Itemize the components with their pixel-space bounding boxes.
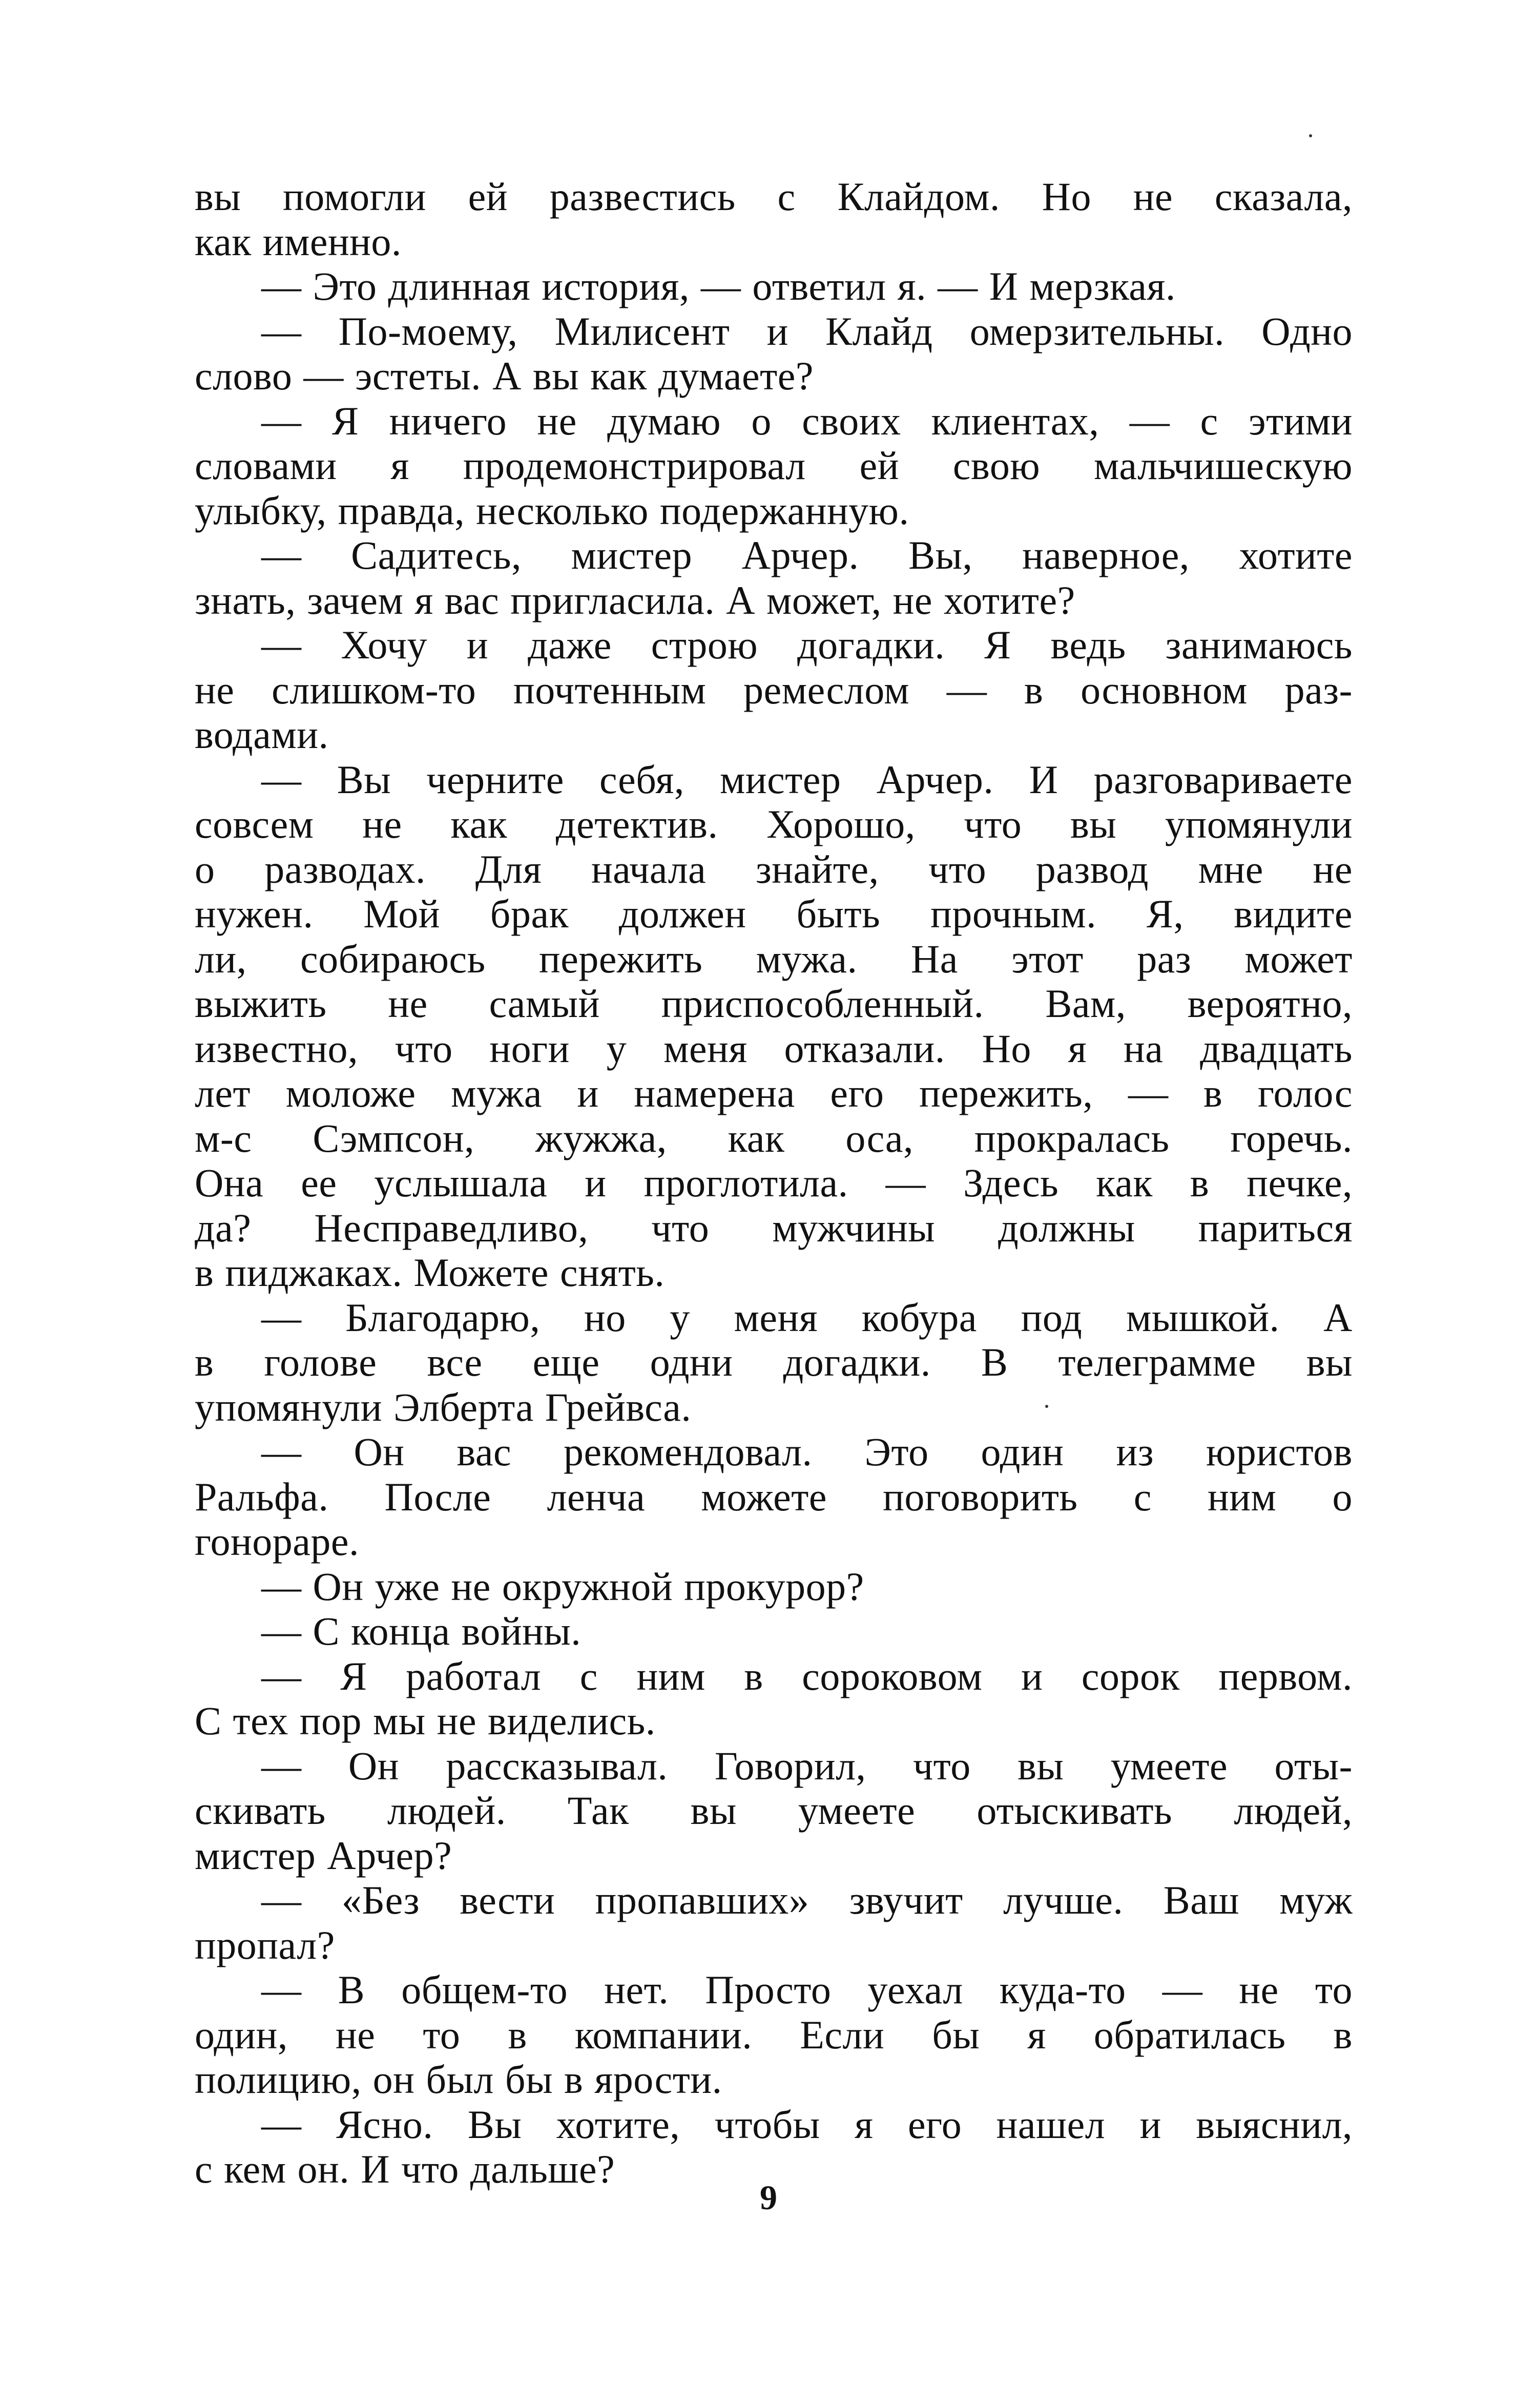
text-line: — С конца войны. [261, 1609, 581, 1653]
text-line: м-с Сэмпсон, жужжа, как оса, прокралась горечь. [195, 1115, 1353, 1160]
text-line: — Садитесь, мистер Арчер. Вы, наверное, хотите [261, 533, 1353, 577]
text-line: да? Несправедливо, что мужчины должны париться [195, 1205, 1353, 1250]
text-line: Ральфа. После ленча можете поговорить с ним о [195, 1474, 1353, 1519]
text-line: лет моложе мужа и намерена его пережить, — в голос [195, 1071, 1353, 1115]
text-line: в пиджаках. Можете снять. [195, 1250, 665, 1295]
text-line: ли, собираюсь пережить мужа. На этот раз может [195, 936, 1353, 981]
text-line: улыбку, правда, несколько подержанную. [195, 488, 909, 533]
text-line: знать, зачем я вас пригласила. А может, не хотите? [195, 577, 1075, 622]
text-line: — Это длинная история, — ответил я. — И мерзкая. [261, 264, 1176, 308]
text-line: упомянули Элберта Грейвса. [195, 1384, 692, 1429]
text-line: вы помогли ей развестись с Клайдом. Но не сказала, [195, 174, 1353, 219]
text-line: С тех пор мы не виделись. [195, 1698, 656, 1743]
page-number: 9 [760, 2178, 777, 2217]
text-line: пропал? [195, 1922, 335, 1967]
text-line: — В общем-то нет. Просто уехал куда-то — не то [261, 1967, 1353, 2012]
text-line: — Благодарю, но у меня кобура под мышкой. А [261, 1295, 1353, 1340]
text-line: совсем не как детектив. Хорошо, что вы упомянули [195, 802, 1353, 846]
text-line: — Я работал с ним в сороковом и сорок первом. [261, 1653, 1353, 1698]
text-line: — По-моему, Милисент и Клайд омерзительны. Одно [261, 308, 1353, 354]
text-line: с кем он. И что дальше? [195, 2147, 615, 2191]
text-line: один, не то в компании. Если бы я обратилась в [195, 2012, 1353, 2057]
text-line: — «Без вести пропавших» звучит лучше. Ваш муж [261, 1878, 1353, 1922]
text-line: словами я продемонстрировал ей свою мальчишескую [195, 443, 1353, 488]
text-line: выжить не самый приспособленный. Вам, вероятно, [195, 981, 1353, 1026]
text-line: — Он уже не окружной прокурор? [261, 1564, 864, 1609]
text-line: — Я ничего не думаю о своих клиентах, — с этими [261, 398, 1353, 443]
body-text [195, 174, 1353, 2192]
text-line: скивать людей. Так вы умеете отыскивать людей, [195, 1788, 1353, 1833]
text-line: Она ее услышала и проглотила. — Здесь как в печке, [195, 1160, 1353, 1205]
text-line: не слишком-то почтенным ремеслом — в основном раз- [195, 667, 1353, 712]
text-line: полицию, он был бы в ярости. [195, 2057, 722, 2102]
text-line: гонораре. [195, 1519, 360, 1564]
text-line: известно, что ноги у меня отказали. Но я на двадцать [195, 1026, 1353, 1071]
text-line: водами. [195, 712, 329, 757]
text-line: мистер Арчер? [195, 1833, 452, 1878]
text-line: — Вы черните себя, мистер Арчер. И разговариваете [261, 757, 1353, 802]
text-line: — Он вас рекомендовал. Это один из юристов [261, 1429, 1353, 1474]
scan-speck [1309, 134, 1312, 137]
text-line: — Хочу и даже строю догадки. Я ведь занимаюсь [261, 622, 1353, 667]
text-line: нужен. Мой брак должен быть прочным. Я, видите [195, 891, 1353, 936]
text-line: о разводах. Для начала знайте, что развод мне не [195, 846, 1353, 891]
text-line: как именно. [195, 219, 402, 264]
text-line: — Он рассказывал. Говорил, что вы умеете оты- [261, 1743, 1353, 1788]
text-line: в голове все еще одни догадки. В телеграмме вы [195, 1340, 1353, 1384]
text-line: — Ясно. Вы хотите, чтобы я его нашел и выяснил, [261, 2102, 1353, 2147]
text-line: слово — эстеты. А вы как думаете? [195, 354, 814, 398]
